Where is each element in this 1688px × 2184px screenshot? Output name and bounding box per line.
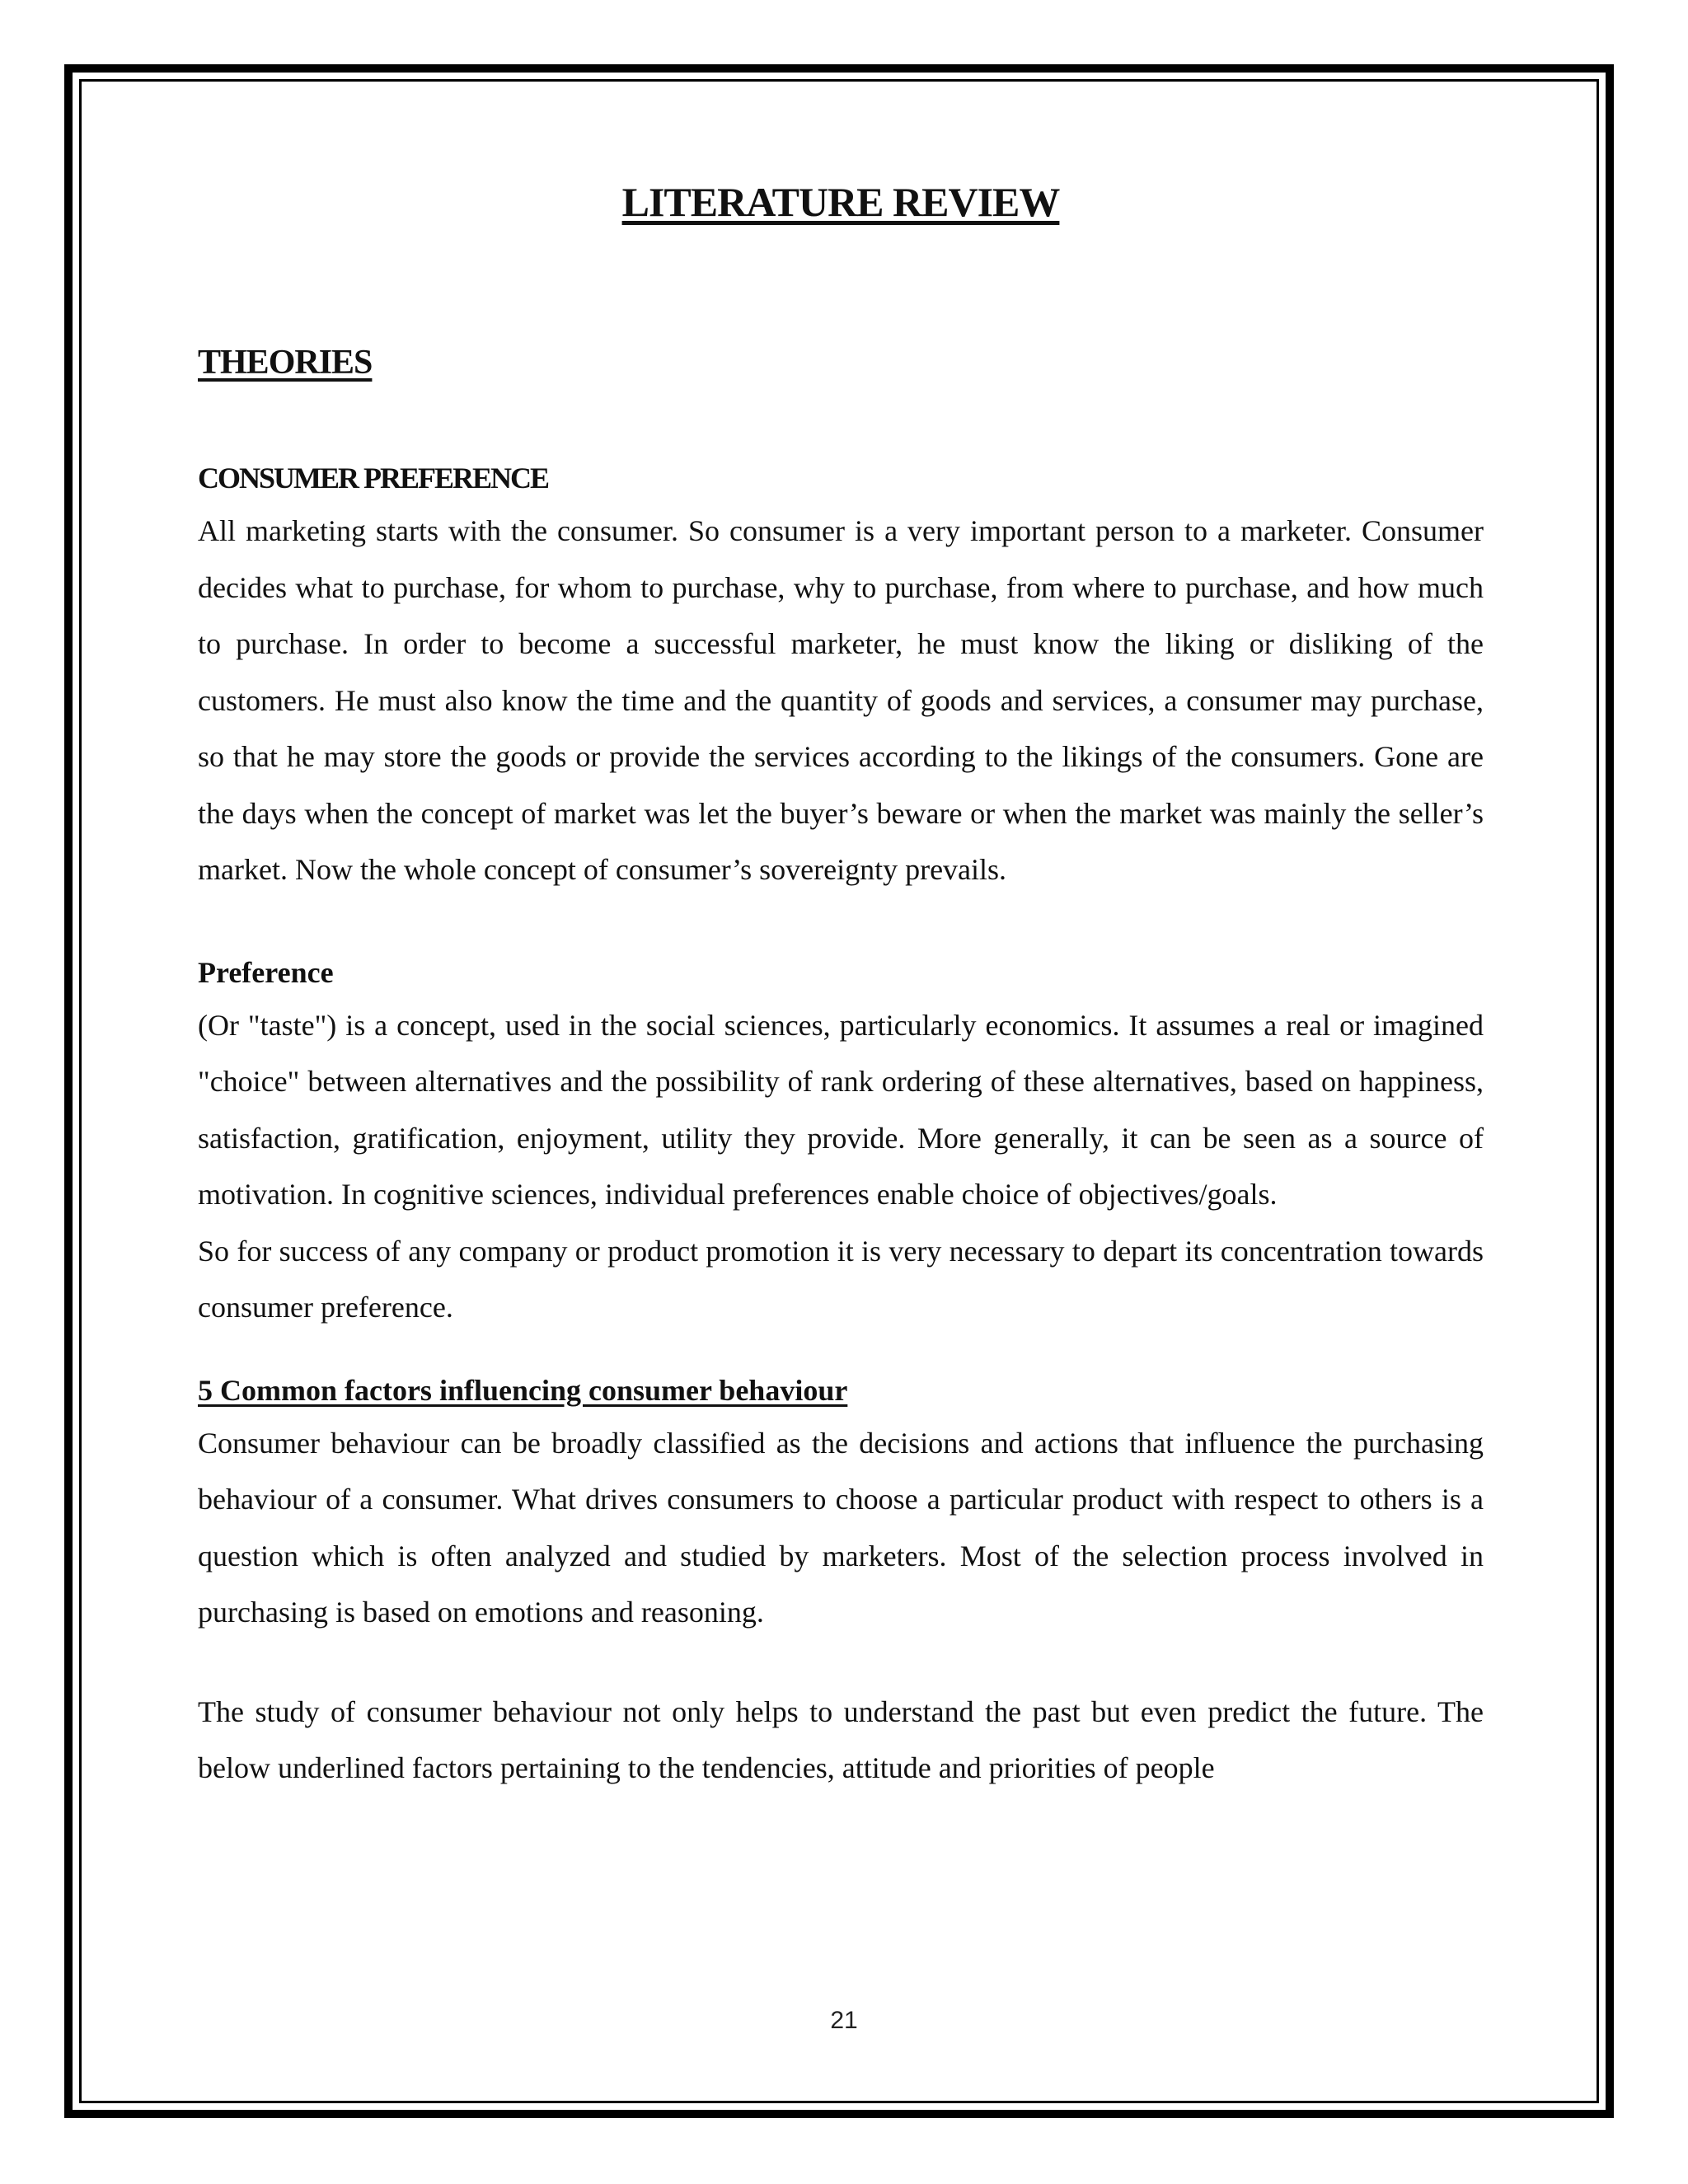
factors-study-paragraph: The study of consumer behaviour not only helps to understand the past but even predict the future. The below underlined factors pertaining to the tendencies, attitude and priorities of people <box>198 1694 1484 1784</box>
preference-paragraph: (Or "taste") is a concept, used in the social sciences, particularly economics. It assumes a real or imagined "choice" between alternatives and the possibility of rank ordering of these alternatives, based on happiness, satisfaction, gratification, enjoyment, utility they provide. More generally, it can be seen as a source of motivation. In cognitive sciences, individual preferences enable choice of objectives/goals. <box>198 1008 1484 1211</box>
theories-heading: THEORIES <box>198 344 373 382</box>
preference-heading: Preference <box>198 955 334 989</box>
page-title: LITERATURE REVIEW <box>621 179 1060 225</box>
consumer-preference-heading: CONSUMER PREFERENCE <box>198 462 549 494</box>
factors-paragraph: Consumer behaviour can be broadly classified as the decisions and actions that influence the purchasing behaviour of a consumer. What drives consumers to choose a particular product with respect to others is a question which is often analyzed and studied by marketers. Most of the selection process involved in purchasing is based on emotions and reasoning. <box>198 1426 1484 1629</box>
page-content <box>198 165 1484 1797</box>
consumer-preference-paragraph: All marketing starts with the consumer. So consumer is a very important person to a marketer. Consumer decides what to purchase, for whom to purchase, why to purchase, from where to purchase, and how much to purchase. In order to become a successful marketer, he must know the liking or disliking of the customers. He must also know the time and the quantity of goods and services, a consumer may purchase, so that he may store the goods or provide the services according to the likings of the consumers. Gone are the days when the concept of market was let the buyer’s beware or when the market was mainly the seller’s market. Now the whole concept of consumer’s sovereignty prevails. <box>198 514 1484 886</box>
factors-heading: 5 Common factors influencing consumer behaviour <box>198 1373 848 1407</box>
preference-conclusion-paragraph: So for success of any company or product promotion it is very necessary to depart its concentration towards consumer preference. <box>198 1234 1484 1324</box>
page-number: 21 <box>830 2007 858 2034</box>
